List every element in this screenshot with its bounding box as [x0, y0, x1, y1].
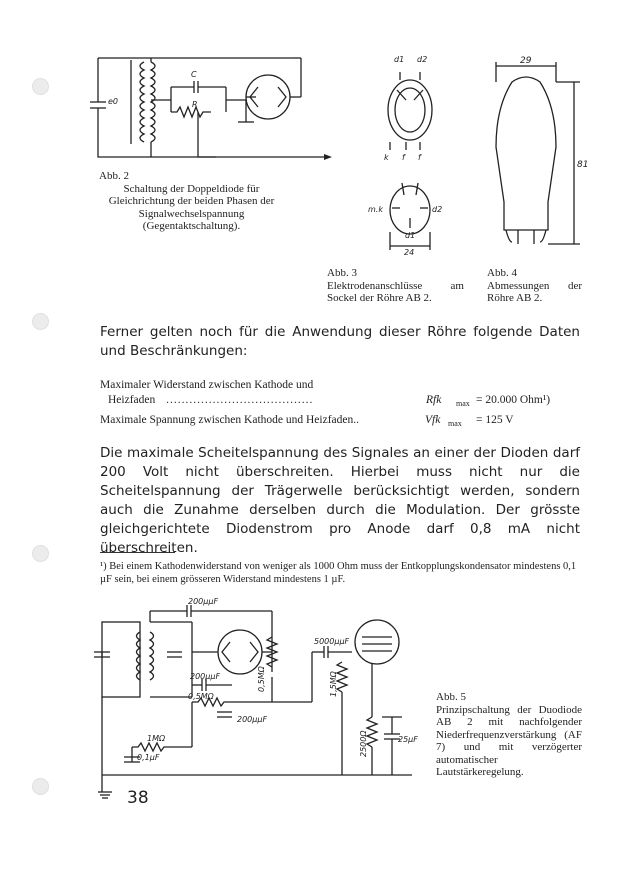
spec-row-2: [100, 412, 583, 429]
fig5-label-c200-top: 200µµF: [188, 597, 219, 606]
figure-4-caption: [487, 267, 582, 305]
punch-hole-middle: [32, 313, 49, 330]
footnote: ¹) Bei einem Kathodenwiderstand von weniger als 1000 Ohm muss der Entkopplungskondensator mindestens 0,1 µF sein, bei einem grösseren Widerstand mindestens 1 µF.: [100, 561, 577, 585]
fig3-label-d1: d1: [394, 55, 405, 64]
fig2-label-r: R: [192, 100, 198, 109]
page-number: 38: [127, 788, 149, 808]
fig5-label-r05-right: 0,5MΩ: [257, 666, 266, 692]
fig3-label-dimension: 24: [404, 248, 415, 257]
spec-row-2-symbol: Vfk: [425, 414, 441, 426]
punch-hole-bottom: [32, 778, 49, 795]
figure-4-tube: [490, 52, 590, 257]
fig2-caption-head: Abb. 2: [99, 170, 129, 182]
fig4-label-height: 81: [577, 160, 589, 170]
fig4-caption-head: Abb. 4: [487, 267, 517, 279]
fig5-label-r1: 1MΩ: [147, 734, 166, 743]
fig5-label-r05-left: 0,5MΩ: [188, 692, 214, 701]
spec-row-2-value: = 125 V: [476, 414, 514, 426]
punch-hole-top: [32, 78, 49, 95]
spec-row-1b-label: Heizfaden: [108, 394, 156, 406]
figure-3-socket: [362, 50, 472, 260]
footnote-rule: [100, 552, 175, 553]
fig3-caption-head: Abb. 3: [327, 267, 357, 279]
fig5-label-r15: 1,5MΩ: [329, 671, 338, 697]
figure-2-caption: [99, 170, 284, 233]
fig3-label-d2: d2: [417, 55, 428, 64]
fig5-caption-text: Prinzipschaltung der Duodiode AB 2 mit nachfolgender Niederfrequenzverstärkung (AF 7) und mit verzögerter automatischer Lautstärkeregelung.: [436, 703, 582, 778]
fig4-caption-text: Abmessungen der Röhre AB 2.: [487, 279, 582, 304]
main-paragraph: Die maximale Scheitelspannung des Signales an einer der Dioden darf 200 Volt nicht überschreiten. Hierbei muss nicht nur die Scheitelspannung der Trägerwelle berücksichtigt werden, sondern auch die Zunahme derselben durch die Modulation. Der grösste gleichgerichtete Diodenstrom pro Anode darf 0,8 mA nicht überschreiten.: [100, 445, 580, 556]
spec-row-2-label: Maximale Spannung zwischen Kathode und Heizfaden..: [100, 414, 359, 426]
intro-paragraph: Ferner gelten noch für die Anwendung dieser Röhre folgende Daten und Beschränkungen:: [100, 324, 580, 359]
fig5-label-c200-low: 200µµF: [237, 715, 268, 724]
fig3-label-f1: f: [402, 153, 405, 162]
spec-row-1a: Maximaler Widerstand zwischen Kathode und: [100, 379, 314, 391]
fig5-label-c01: 0,1µF: [137, 753, 160, 762]
spec-row-1b-value: = 20.000 Ohm¹): [476, 394, 551, 406]
fig5-label-c25: 25µF: [398, 735, 418, 744]
fig5-label-c5000: 5000µµF: [314, 637, 350, 646]
figure-3-caption: [327, 267, 464, 305]
fig3-label-d1-socket: d1: [405, 231, 416, 240]
fig2-label-e0: e0: [108, 97, 119, 106]
figure-2-circuit: [86, 52, 336, 172]
fig2-caption-text: Schaltung der Doppeldiode für Gleichrichtung der beiden Phasen der Signalwechselspannung (Gegentaktschaltung).: [108, 182, 275, 232]
fig3-label-f2: f: [418, 153, 421, 162]
spec-row-1b: [108, 392, 583, 409]
punch-hole-lower: [32, 545, 49, 562]
fig5-caption-head: Abb. 5: [436, 691, 466, 703]
spec-row-2-sub: max: [448, 419, 462, 428]
fig4-label-width: 29: [520, 56, 532, 66]
fig3-caption-text: Elektrodenanschlüsse am Sockel der Röhre AB 2.: [327, 279, 464, 304]
fig2-label-c: C: [191, 70, 197, 79]
figure-5-circuit: [92, 597, 422, 802]
fig3-label-k: k: [384, 153, 389, 162]
spec-row-1b-dots: ......................................: [166, 394, 314, 406]
spec-row-1b-sub: max: [456, 399, 470, 408]
fig5-label-r2500: 2500Ω: [359, 730, 368, 757]
fig5-label-c200-mid: 200µµF: [190, 672, 221, 681]
spec-row-1b-symbol: Rfk: [426, 394, 442, 406]
fig3-label-mk: m.k: [368, 205, 383, 214]
fig3-label-d2-socket: d2: [432, 205, 443, 214]
figure-5-caption: [436, 691, 582, 779]
